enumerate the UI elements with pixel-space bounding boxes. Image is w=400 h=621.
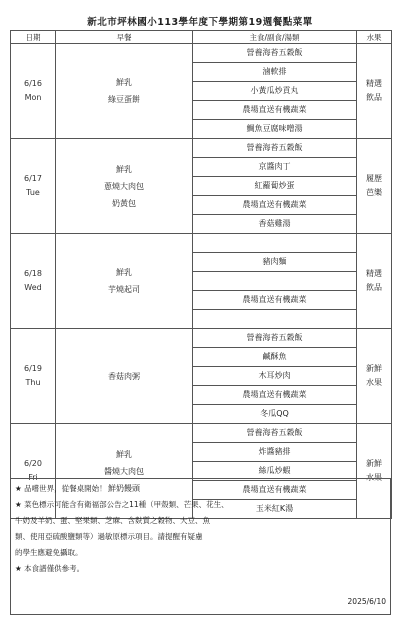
breakfast-item: 鮮乳 [116,78,132,87]
main-dish: 炸醬豬排 [193,443,356,462]
main-dish: 京醬肉丁 [193,158,356,177]
main-dish [193,310,356,328]
weekday-label: Tue [26,188,40,197]
fruit-line: 水果 [366,473,382,482]
menu-table [10,30,392,519]
main-dish: 農場直送有機蔬菜 [193,386,356,405]
main-dish: 香菇雞湯 [258,219,291,228]
main-dish [193,272,356,291]
weekday-label: Thu [25,378,41,387]
main-cell [193,329,357,424]
date-label: 6/20 [24,459,42,468]
main-dish: 農場直送有機蔬菜 [193,291,356,310]
date-label: 6/18 [24,269,42,278]
breakfast-item: 芋燒起司 [108,285,140,294]
main-dish: 冬瓜QQ [260,409,289,418]
weekday-label: Fri [28,473,38,482]
breakfast-item: 鮮乳 [116,164,132,174]
page-title: 新北市坪林國小113學年度下學期第19週餐點菜單 [87,17,313,28]
fruit-line: 芭樂 [366,188,382,197]
note-line: 的學生應避免攝取。 [15,548,83,557]
fruit-line: 飲品 [366,283,382,292]
day-row [11,44,392,139]
weekday-label: Wed [24,283,42,292]
header-row [11,31,392,44]
header-date: 日期 [11,31,56,44]
date-label: 6/16 [24,79,42,88]
breakfast-cell [56,329,193,424]
main-dish: 豬肉麵 [193,253,356,272]
fruit-line: 精選 [366,79,382,88]
breakfast-item: 鮮乳 [116,449,132,459]
date-cell [11,329,56,424]
main-dish: 紅蘿蔔炒蛋 [193,177,356,196]
breakfast-cell [56,234,193,329]
breakfast-cell [56,44,193,139]
main-cell [193,234,357,329]
fruit-line: 履歷 [366,174,382,183]
note-line: 類、使用亞硫酸鹽類等）過敏原標示項目。請提醒有疑慮 [15,532,203,541]
breakfast-item: 奶黃包 [112,198,136,208]
note-line: ★ 品嚐世界，從餐桌開始！ [15,484,107,493]
day-row [11,139,392,234]
breakfast-item: 香菇肉粥 [108,371,140,381]
main-dish: 滷軟排 [193,63,356,82]
date-cell [11,234,56,329]
fruit-line: 飲品 [366,93,382,102]
header-main: 主食/副食/湯類 [193,31,357,44]
main-dish: 營養海苔五穀飯 [193,139,356,158]
main-dish [193,234,356,253]
breakfast-item: 醬燒大肉包 [104,466,144,476]
note-date: 2025/6/10 [347,597,386,606]
main-dish: 營養海苔五穀飯 [193,424,356,443]
fruit-line: 新鮮 [366,459,382,468]
date-label: 6/17 [24,174,42,183]
fruit-line: 新鮮 [366,364,382,373]
main-dish: 鯛魚豆腐味噌湯 [246,124,303,133]
date-label: 6/19 [24,364,42,373]
main-dish: 農場直送有機蔬菜 [193,481,356,500]
date-cell [11,139,56,234]
day-row [11,234,392,329]
breakfast-item: 蔥燒大肉包 [104,181,144,191]
fruit-cell [357,44,392,139]
fruit-line: 水果 [366,378,382,387]
fruit-line: 精選 [366,269,382,278]
header-fruit: 水果 [357,31,392,44]
note-line: ★ 本食譜僅供參考。 [15,564,85,573]
breakfast-item: 鮮乳 [116,268,132,277]
fruit-cell [357,329,392,424]
day-row [11,329,392,424]
date-cell [11,44,56,139]
main-dish: 絲瓜炒蝦 [193,462,356,481]
breakfast-item: 綠豆蛋餅 [108,95,140,104]
main-dish: 農場直送有機蔬菜 [193,196,356,215]
note-line: ★ 菜色標示可能含有衛福部公告之11種（甲殼類、芒果、花生、 [15,500,229,509]
notes-box [10,478,391,615]
main-cell [193,139,357,234]
main-dish: 鹹酥魚 [193,348,356,367]
header-breakfast: 早餐 [56,31,193,44]
weekday-label: Mon [24,93,42,102]
note-line: 牛奶及羊奶、蛋、堅果類、芝麻、含麩質之穀物、大豆、魚 [15,516,210,525]
breakfast-item: 鮮奶饅頭 [108,483,140,493]
fruit-cell [357,139,392,234]
main-dish: 營養海苔五穀飯 [193,44,356,63]
main-dish: 玉米紅K湯 [255,504,294,513]
main-dish: 木耳炒肉 [193,367,356,386]
main-dish: 農場直送有機蔬菜 [193,101,356,120]
main-cell [193,44,357,139]
fruit-cell [357,234,392,329]
main-dish: 營養海苔五穀飯 [193,329,356,348]
breakfast-cell [56,139,193,234]
main-dish: 小黃瓜炒貢丸 [193,82,356,101]
